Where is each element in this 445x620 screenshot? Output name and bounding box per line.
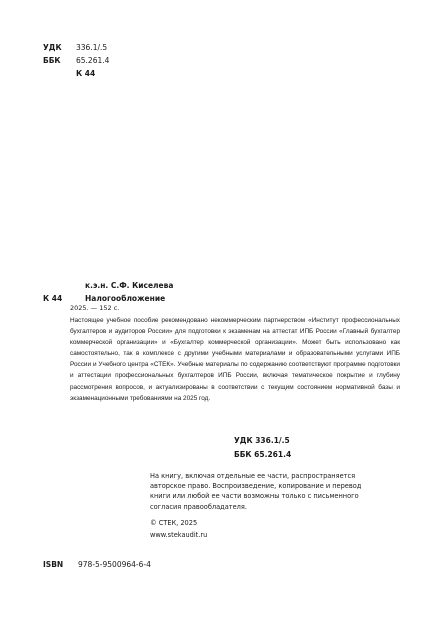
isbn-row [43, 560, 151, 569]
footer-bbk: ББК 65.261.4 [234, 450, 292, 459]
udc-row [43, 43, 107, 52]
bbk-row [43, 56, 109, 65]
copyright-line: © СТЕК, 2025 [150, 519, 198, 527]
author-name: к.э.н. С.Ф. Киселева [85, 281, 174, 290]
abstract-text: Настоящее учебное пособие рекомендовано некоммерческим партнерством «Институт профессиональных бухгалтеров и аудиторов России» для подготовки к экзаменам на аттестат ИПБ России «Главный бухгалтер коммерческой организации» и «Бухгалтер коммерческой организации». Может быть использовано как самостоятельно, так в комплексе с другими учебными материалами и образовательными услугами ИПБ России и Учебного центра «СТЕК». Учебные материалы по содержанию соответствуют программе подготовки и аттестации профессиональных бухгалтеров ИПБ России, включая тематическое покрытие и глубину рассмотрения вопросов, и актуализированы в соответствии с текущим состоянием нормативной базы и экзаменационными требованиями на 2025 год. [70, 317, 400, 402]
book-title: Налогообложение [85, 294, 166, 303]
footer-udc: УДК 336.1/.5 [234, 436, 290, 445]
isbn-value: 978-5-9500964-6-4 [78, 560, 151, 569]
footer-codes [234, 434, 291, 462]
website-link[interactable]: www.stekaudit.ru [150, 531, 208, 539]
copyright-notice: На книгу, включая отдельные ее части, распространяется авторское право. Воспроизведение, копирование и перевод книги или любой ее части возможны только с письменного согласия правообладателя. [150, 472, 362, 511]
udc-value: 336.1/.5 [76, 43, 108, 52]
publication-info: 2025. — 152 с. [70, 304, 120, 312]
entry-mark: К 44 [43, 294, 63, 303]
isbn-label: ISBN [43, 560, 64, 569]
bbk-value: 65.261.4 [76, 56, 110, 65]
udc-label: УДК [43, 43, 62, 52]
bbk-label: ББК [43, 56, 61, 65]
author-mark: К 44 [76, 69, 96, 78]
